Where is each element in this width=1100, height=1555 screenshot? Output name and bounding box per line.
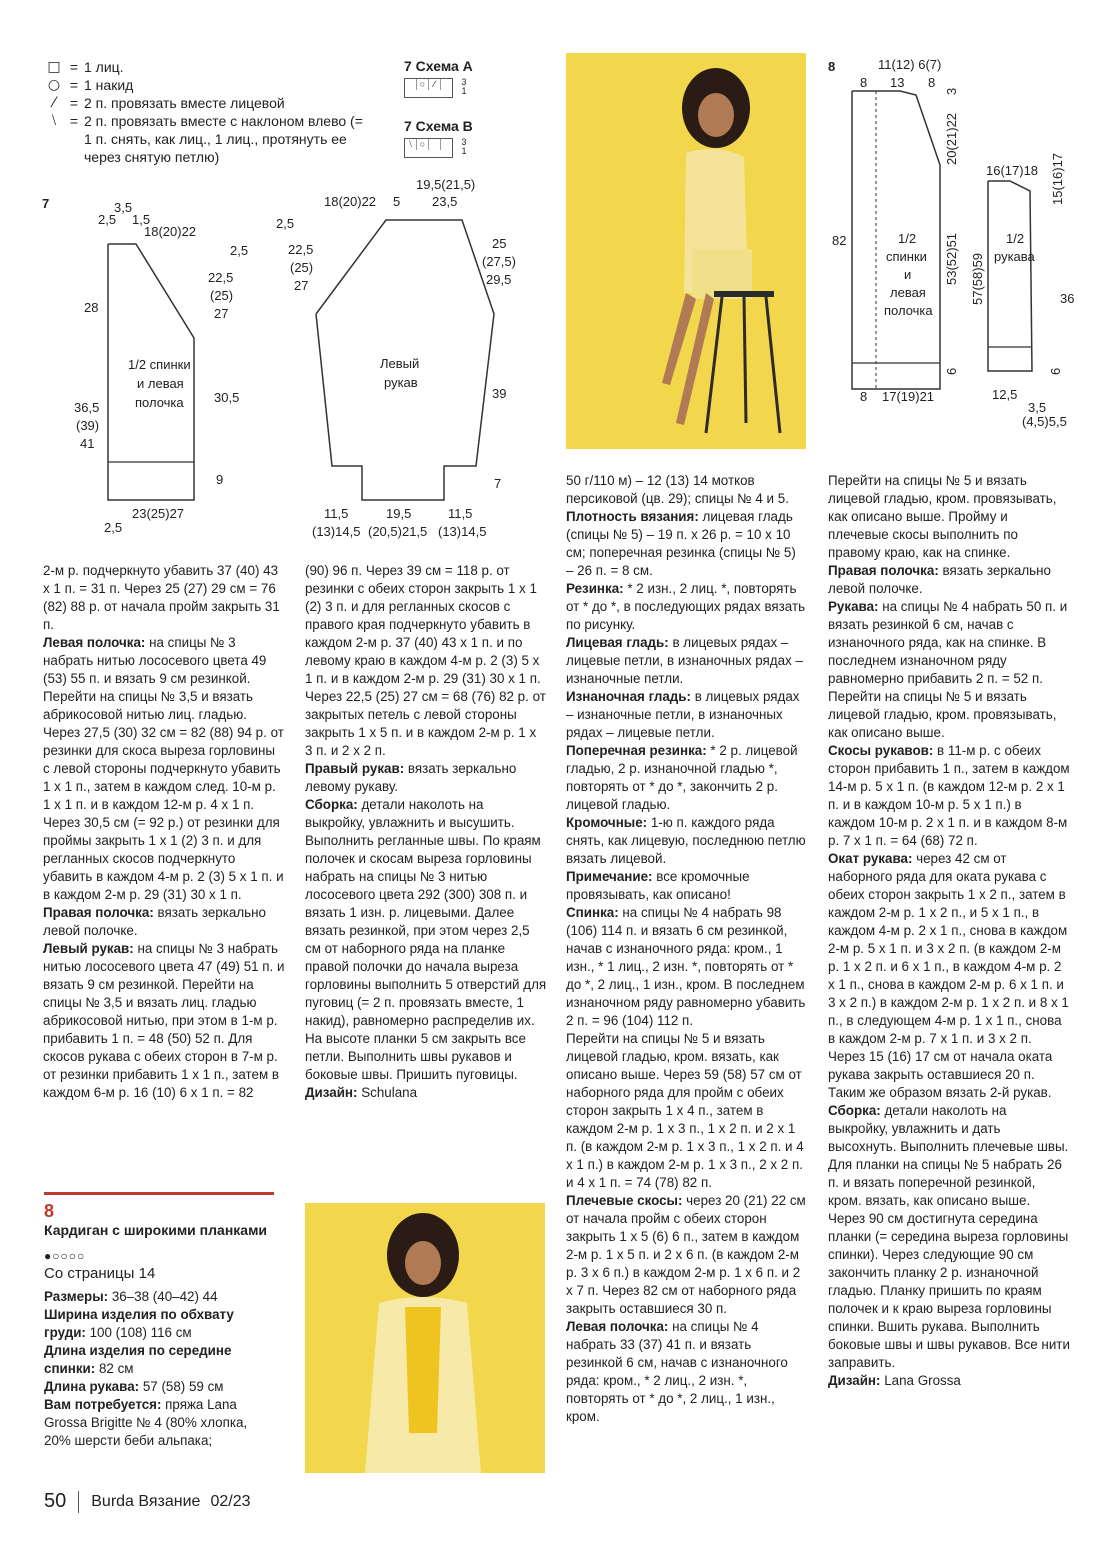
body-label-1: 1/2 спинки xyxy=(128,357,191,372)
svg-text:3,5: 3,5 xyxy=(114,200,133,215)
svg-text:36: 36 xyxy=(1060,291,1075,306)
svg-text:2,5: 2,5 xyxy=(104,520,123,535)
svg-text:(13)14,5: (13)14,5 xyxy=(312,524,361,539)
schema-b: 7 Схема В ⧵ ○ 3 1 xyxy=(404,118,473,156)
svg-text:рукава: рукава xyxy=(994,249,1035,264)
svg-text:6: 6 xyxy=(944,367,959,375)
svg-text:12,5: 12,5 xyxy=(992,387,1018,402)
body-label-3: полочка xyxy=(135,395,184,410)
svg-text:11(12) 6(7): 11(12) 6(7) xyxy=(878,57,942,72)
svg-text:53(52)51: 53(52)51 xyxy=(944,232,959,285)
slash-right-icon: ⁄ xyxy=(52,95,56,111)
text-column-4: Перейти на спицы № 5 и вязать лицевой гладью, кром. провязывать, как описано выше. Пройму и плечевые скосы выполнить по правому краю, как на спинке. Правая полочка: вязать зеркально левой полочке. Рукава: на спицы № 4 набрать 50 п. и вязать резинкой 6 см, начав с изнаночного ряда, как на спинке. В последнем изнаночном ряду равномерно прибавить 2 п. = 52 п. Перейти на спицы № 5 и вязать лицевой гладью, кром. провязывать, как описано выше. Скосы рукавов: в 11-м р. с обеих сторон прибавить 1 п., затем в каждом 14-м р. 5 х 1 п. (в каждом 12-м р. 2 х 1 п. и в каждом 10-м р. 5 х 1 п.) в каждом 10-м р. 2 х 1 п. и в каждом 8-м р. 7 х 1 п. = 64 (68) 72 п. Окат рукава: через 42 см от наборного ряда для оката рукава с обеих сторон закрыть 1 х 2 п., затем в каждом 2-м р. 1 х 2 п., и 5 х 1 п., в каждом 4-м р. 2 х 1 п., снова в каждом 2-м р. 5 х 1 п. и 3 х 2 п. (в каждом 2-м р. 1 х 2 п. и 6 х 1 п., в каждом 4-м р. 2 х 1 п., снова в каждом 2-м р. 6 х 1 п. и 3 х 2 п.) в каждом 2-м р. 1 х 2 п. и 8 х 1 п., в следующем 4-м р. 1 х 1 п., снова в каждом 2-м р. 7 х 1 п. и 3 х 2 п. Через 15 (16) 17 см от начала оката рукава закрыть оставшиеся 20 п. Таким же образом вязать 2-й рукав. Сборка: детали наколоть на выкройку, увлажнить и дать высохнуть. Выполнить плечевые швы. Для планки на спицы № 5 набрать 26 п. и вязать поперечной резинкой, кром. вязать, как описано выше. Через 90 см достигнута середина планки (= середина выреза горловины спинки). Через следующие 90 см закончить планку 2 р. изнаночной гладью. Планку пришить по краям полочек и к краю выреза горловины спинки. Вшить рукава. Выполнить боковые швы и швы рукавов. Все нити заправить. Дизайн: Lana Grossa xyxy=(828,473,1070,1388)
section-accent-bar xyxy=(44,1192,274,1195)
svg-text:16(17)18: 16(17)18 xyxy=(986,163,1039,178)
svg-text:6: 6 xyxy=(1048,367,1063,375)
svg-text:8: 8 xyxy=(928,75,936,90)
svg-text:30,5: 30,5 xyxy=(214,390,240,405)
section-number: 8 xyxy=(44,1201,55,1221)
svg-text:1/2: 1/2 xyxy=(898,231,917,246)
circle-icon: ○ xyxy=(47,77,61,93)
schema-b-grid: ⧵ ○ xyxy=(404,138,453,158)
page-footer xyxy=(44,1490,251,1513)
sleeve-label-1: Левый xyxy=(380,356,420,371)
model-photo-stool xyxy=(566,53,806,449)
diagram-7-number: 7 xyxy=(42,196,50,211)
svg-text:2,5: 2,5 xyxy=(98,212,117,227)
svg-text:3: 3 xyxy=(944,87,959,95)
svg-text:57(58)59: 57(58)59 xyxy=(970,252,985,305)
svg-text:9: 9 xyxy=(216,472,224,487)
svg-text:(39): (39) xyxy=(76,418,100,433)
svg-text:(4,5)5,5: (4,5)5,5 xyxy=(1022,414,1067,429)
body-piece-outline-8 xyxy=(852,91,940,389)
svg-text:спинки: спинки xyxy=(886,249,927,264)
svg-text:28: 28 xyxy=(84,300,99,315)
svg-text:27: 27 xyxy=(214,306,229,321)
svg-text:17(19)21: 17(19)21 xyxy=(882,389,935,404)
svg-text:(20,5)21,5: (20,5)21,5 xyxy=(368,524,428,539)
svg-text:11,5: 11,5 xyxy=(324,506,349,521)
svg-text:20(21)22: 20(21)22 xyxy=(944,112,959,165)
square-icon: □ xyxy=(47,59,61,75)
sleeve-piece-outline-8 xyxy=(988,181,1032,371)
svg-text:7: 7 xyxy=(494,476,502,491)
section-8-header: 8 Кардиган с широкими планками ●○○○○ Со страницы 14 Размеры: 36–38 (40–42) 44 Ширина изделия по обхвату груди: 100 (108) 116 см Длина изделия по середине спинки: 82 см Длина рукава: 57 (58) 59 см Вам потребуется: пряжа Lana Grossa Brigitte № 4 (80% хлопка, 20% шерсти беби альпака; xyxy=(44,1192,274,1450)
body-label-2: и левая xyxy=(137,376,184,391)
svg-text:(13)14,5: (13)14,5 xyxy=(438,524,487,539)
svg-text:3,5: 3,5 xyxy=(1028,400,1047,415)
text-column-1: 2-м р. подчеркнуто убавить 37 (40) 43 х 1 п. = 31 п. Через 25 (27) 29 см = 76 (82) 88 р. от начала пройм закрыть 31 п. Левая полочка: на спицы № 3 набрать нитью лососевого цвета 49 (53) 55 п. и вязать 9 см резинкой. Перейти на спицы № 3,5 и вязать абрикосовой нитью лиц. гладью. Через 27,5 (30) 32 см = 82 (88) 94 р. от резинки для скоса выреза горловины с левой стороны подчеркнуто убавить 1 х 1 п., затем в каждом след. 10-м р. 1 х 1 п. и в каждом 12-м р. 4 х 1 п. Через 30,5 см (= 92 р.) от резинки для проймы закрыть 1 х 1 (2) 3 п. и для регланных скосов подчеркнуто убавить в каждом 4-м р. 2 (3) 5 х 1 п. и в каждом 2-м р. 29 (31) 30 х 1 п. Правая полочка: вязать зеркально левой полочке. Левый рукав: на спицы № 3 набрать нитью лососевого цвета 47 (49) 51 п. и вязать 9 см резинкой. Перейти на спицы № 3,5 и вязать лиц. гладью абрикосовой нитью, при этом в 1-м р. прибавить 1 п. = 48 (50) 52 п. Для скосов рукава с обеих сторон в 7-м р. от резинки прибавить 1 х 1 п., затем в каждом 6-м р. 16 (10) 6 х 1 п. = 82 xyxy=(43,563,285,1100)
svg-text:25: 25 xyxy=(492,236,507,251)
text-column-3: 50 г/110 м) – 12 (13) 14 мотков персиковой (цв. 29); спицы № 4 и 5. Плотность вязания: лицевая гладь (спицы № 5) – 19 п. х 26 р. = 10 х 10 см; поперечная резинка (спицы № 5) – 26 п. = 8 см. Резинка: * 2 изн., 2 лиц. *, повторять от * до *, в последующих рядах вязать по рисунку. Лицевая гладь: в лицевых рядах – лицевые петли, в изнаночных рядах – изнаночные петли. Изнаночная гладь: в лицевых рядах – изнаночные петли, в изнаночных рядах – лицевые петли. Поперечная резинка: * 2 р. лицевой гладью, 2 р. изнаночной гладью *, повторять от * до *, закончить 2 р. лицевой гладью. Кромочные: 1-ю п. каждого ряда снять, как лицевую, последнюю петлю вязать лицевой. Примечание: все кромочные провязывать, как описано! Спинка: на спицы № 4 набрать 98 (106) 114 п. и вязать 6 см резинкой, начав с изнаночного ряда: кром., 1 изн., * 1 лиц., 2 изн. *, повторять от * до *, 2 лиц., 1 изн., кром. В последнем изнаночном ряду равномерно убавить 2 п. = 96 (104) 112 п. Перейти на спицы № 5 и вязать лицевой гладью, кром. вязать, как описано выше. Через 59 (58) 57 см от наборного ряда для пройм с обеих сторон закрыть 1 х 4 п., затем в каждом 2-м р. 1 х 3 п., 1 х 2 п. и 2 х 1 п. (в каждом 2-м р. 1 х 3 п., 1 х 2 п. и 4 х 1 п.) в каждом 2-м р. 1 х 3 п., 2 х 2 п. и 4 х 1 п. = 74 (78) 82 п. Плечевые скосы: через 20 (21) 22 см от начала пройм с обеих сторон закрыть 1 х 5 (6) 6 п., затем в каждом 2-м р. 1 х 5 п. и 2 х 6 п. (в каждом 2-м р. 3 х 6 п.) в каждом 2-м р. 1 х 6 п. и 2 х 7 п. Через 82 см от наборного ряда закрыть оставшиеся 30 п. Левая полочка: на спицы № 4 набрать 33 (37) 41 п. и вязать резинкой 6 см, начав с изнаночного ряда: кром., * 2 лиц., 2 изн. *, повторять от * до *, 2 лиц., 1 изн., кром. xyxy=(566,473,806,1424)
svg-text:15(16)17: 15(16)17 xyxy=(1050,152,1065,205)
svg-text:8: 8 xyxy=(860,389,868,404)
svg-text:(27,5): (27,5) xyxy=(482,254,516,269)
svg-text:13: 13 xyxy=(890,75,905,90)
issue-number: 02/23 xyxy=(210,1492,251,1510)
from-page: Со страницы 14 xyxy=(44,1265,156,1282)
svg-text:39: 39 xyxy=(492,386,507,401)
svg-text:(25): (25) xyxy=(210,288,234,303)
svg-text:8: 8 xyxy=(860,75,868,90)
svg-text:23,5: 23,5 xyxy=(432,194,458,209)
diagram-8-number: 8 xyxy=(828,59,836,74)
svg-text:18(20)22: 18(20)22 xyxy=(324,194,377,209)
svg-text:27: 27 xyxy=(294,278,309,293)
section-title: Кардиган с широкими планками xyxy=(44,1222,268,1238)
svg-text:82: 82 xyxy=(832,233,847,248)
svg-text:18(20)22: 18(20)22 xyxy=(144,224,197,239)
svg-text:2,5: 2,5 xyxy=(276,216,295,231)
pattern-diagram-8 xyxy=(824,55,1084,435)
svg-text:левая: левая xyxy=(890,285,926,300)
svg-text:19,5: 19,5 xyxy=(386,506,412,521)
svg-text:36,5: 36,5 xyxy=(74,400,100,415)
svg-text:5: 5 xyxy=(393,194,401,209)
page-number: 50 xyxy=(44,1490,67,1512)
pattern-diagram-7 xyxy=(36,170,556,545)
svg-text:11,5: 11,5 xyxy=(448,506,473,521)
sleeve-label-2: рукав xyxy=(384,375,418,390)
symbol-legend: □ = 1 лиц. ○ = 1 накид ⁄ = 2 п. провязать вместе лицевой ⧵ = 2 п. провязать вместе с наклоном влево (= 1 п. снять, как лиц., 1 лиц., протянуть ее через снятую петлю) xyxy=(44,58,374,166)
svg-text:1,5: 1,5 xyxy=(132,212,151,227)
schema-a-grid: ○ ⁄ xyxy=(404,78,453,98)
text-column-2: (90) 96 п. Через 39 см = 118 р. от резинки с обеих сторон закрыть 1 х 1 (2) 3 п. и для регланных скосов с правого края подчеркнуто убавить в каждом 2-м р. 37 (40) 43 х 1 п. и по левому краю в каждом 4-м р. 2 (3) 5 х 1 п. и в каждом 2-м р. 29 (31) 30 х 1 п. Через 22,5 (25) 27 см = 68 (76) 82 р. от закрытых петель с левой стороны закрыть 1 х 5 п. и в каждом 2-м р. 1 х 3 п. и 2 х 2 п. Правый рукав: вязать зеркально левому рукаву. Сборка: детали наколоть на выкройку, увлажнить и высушить. Выполнить регланные швы. По краям полочек и скосам выреза горловины набрать на спицы № 3 нитью лососевого цвета 292 (300) 308 п. и вязать 1 изн. р. лицевыми. Далее вязать резинкой, при этом через 2,5 см от наборного ряда на планке правой полочки до начала выреза горловины выполнить 5 отверстий для пуговиц (= 2 п. провязать вместе, 1 накид), равномерно распределив их. На высоте планки 5 см закрыть все петли. Выполнить швы рукавов и боковые швы. Пришить пуговицы. Дизайн: Schulana xyxy=(305,563,547,1100)
svg-text:19,5(21,5): 19,5(21,5) xyxy=(416,177,476,192)
svg-text:22,5: 22,5 xyxy=(208,270,234,285)
svg-text:29,5: 29,5 xyxy=(486,272,512,287)
svg-text:23(25)27: 23(25)27 xyxy=(132,506,185,521)
svg-text:1/2: 1/2 xyxy=(1006,231,1025,246)
difficulty-rating: ●○○○○ xyxy=(44,1249,86,1263)
slash-left-icon: ⧵ xyxy=(51,113,57,129)
svg-text:41: 41 xyxy=(80,436,95,451)
model-photo-standing xyxy=(305,1203,545,1473)
svg-text:2,5: 2,5 xyxy=(230,243,249,258)
magazine-name: Burda Вязание xyxy=(91,1492,201,1510)
svg-text:22,5: 22,5 xyxy=(288,242,314,257)
schema-a: 7 Схема А ○ ⁄ 3 1 xyxy=(404,58,473,96)
svg-text:и: и xyxy=(904,267,912,282)
svg-text:(25): (25) xyxy=(290,260,314,275)
svg-text:полочка: полочка xyxy=(884,303,933,318)
